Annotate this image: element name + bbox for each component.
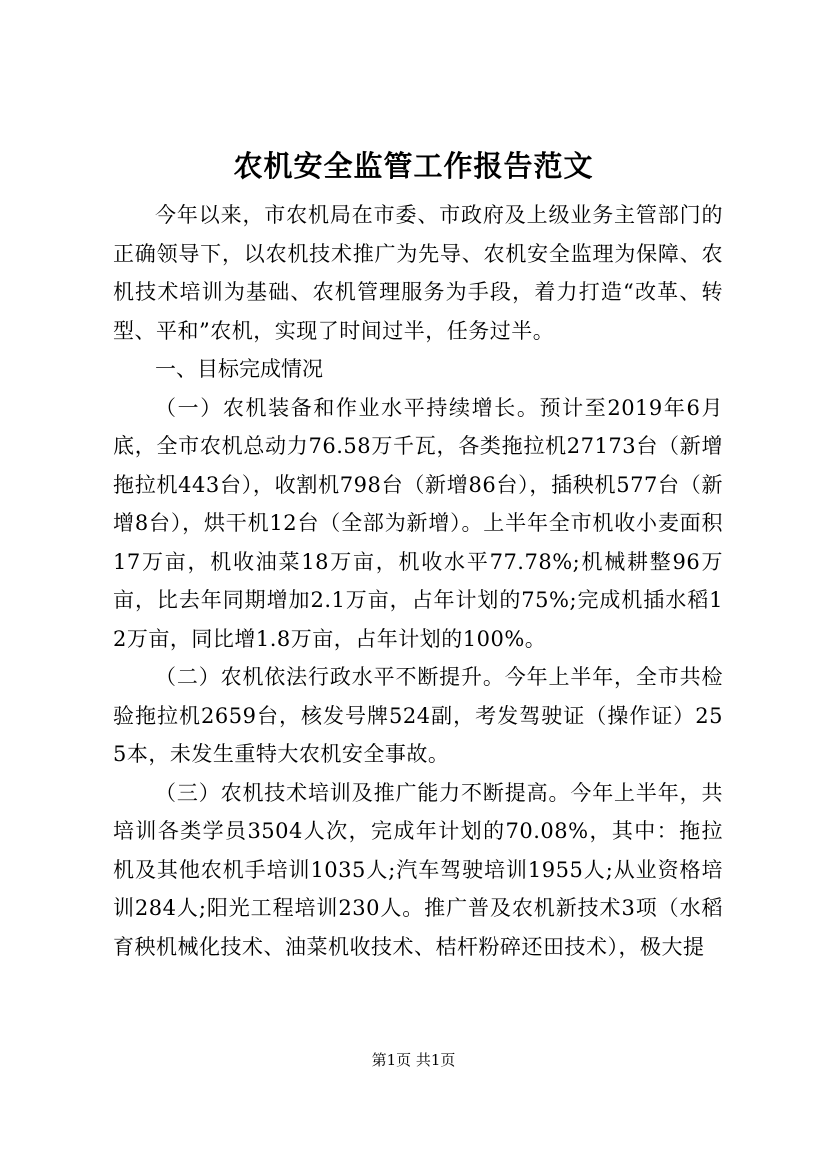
page-footer: 第1页 共1页 <box>371 1051 456 1069</box>
paragraph-law-enforcement: （二）农机依法行政水平不断提升。今年上半年，全市共检验拖拉机2659台，核发号牌524副，考发驾驶证（操作证）255本，未发生重特大农机安全事故。 <box>113 665 723 766</box>
section-heading-goals: 一、目标完成情况 <box>155 357 323 381</box>
paragraph-intro: 今年以来，市农机局在市委、市政府及上级业务主管部门的正确领导下，以农机技术推广为先导、农机安全监理为保障、农机技术培训为基础、农机管理服务为手段，着力打造“改革、转型、平和”农机，实现了时间过半，任务过半。 <box>113 203 723 343</box>
paragraph-equipment: （一）农机装备和作业水平持续增长。预计至2019年6月底，全市农机总动力76.58万千瓦，各类拖拉机27173台（新增拖拉机443台），收割机798台（新增86台），插秧机577台（新增8台），烘干机12台（全部为新增）。上半年全市机收小麦面积17万亩，机收油菜18万亩，机收水平77.78%;机械耕整96万亩，比去年同期增加2.1万亩，占年计划的75%;完成机插水稻12万亩，同比增1.8万亩，占年计划的100%。 <box>113 395 723 651</box>
document-body <box>113 196 723 966</box>
document-title: 农机安全监管工作报告范文 <box>233 149 594 183</box>
paragraph-training: （三）农机技术培训及推广能力不断提高。今年上半年，共培训各类学员3504人次，完成年计划的70.08%，其中：拖拉机及其他农机手培训1035人;汽车驾驶培训1955人;从业资格培训284人;阳光工程培训230人。推广普及农机新技术3项（水稻育秧机械化技术、油菜机收技术、桔杆粉碎还田技术），极大提 <box>113 780 723 959</box>
